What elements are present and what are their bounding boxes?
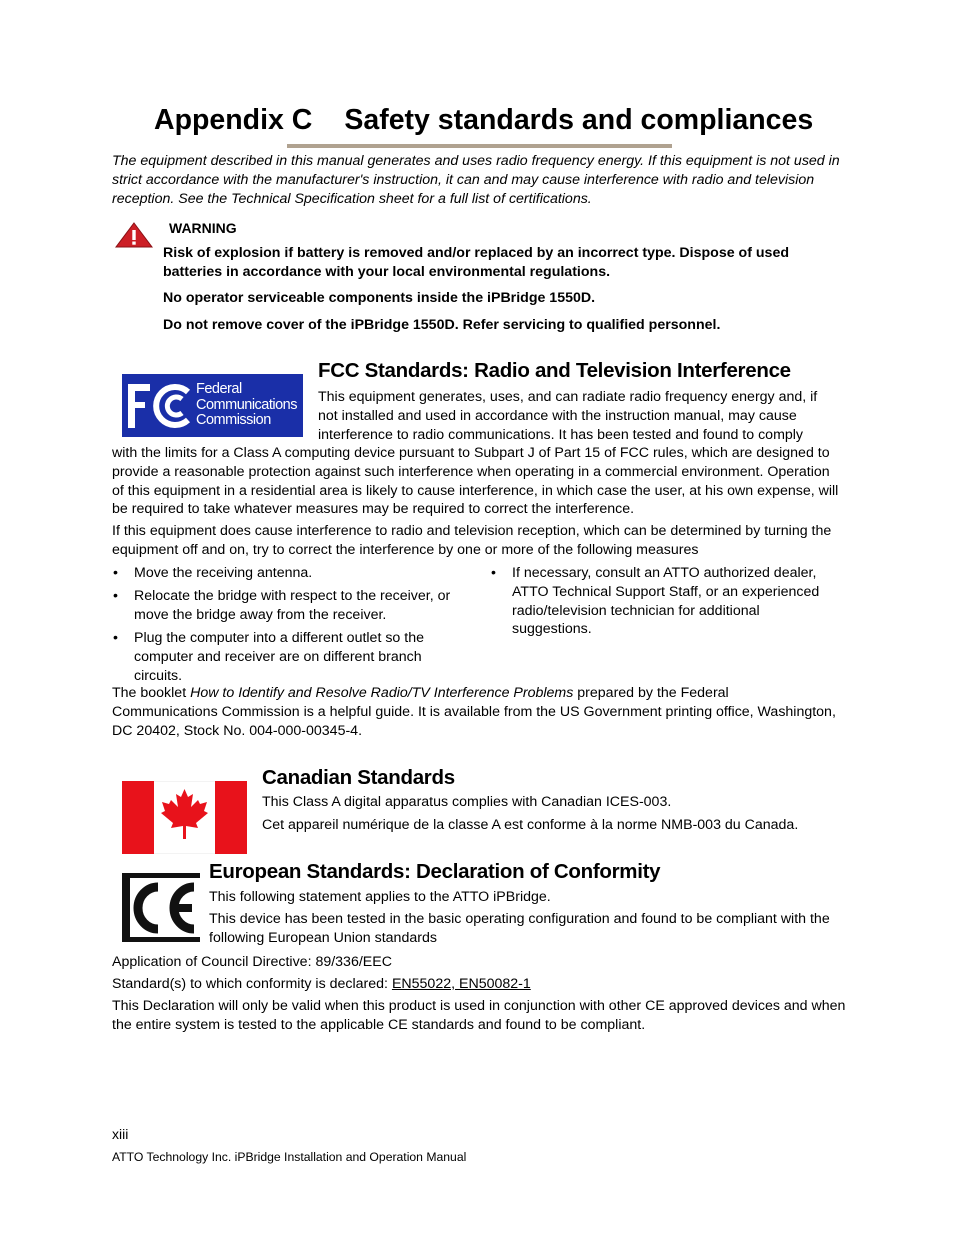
intro-paragraph: The equipment described in this manual generates and uses radio frequency energy. If this equipment is not used in strict accordance with the manufacturer's instruction, it can and may cause interference with radio and television reception. See the Technical Specification sheet for a full list of certifications. <box>112 153 840 207</box>
council-directive: Application of Council Directive: 89/336/EEC <box>112 954 392 970</box>
list-item: • Move the receiving antenna. <box>113 565 313 581</box>
warning-line-cover: Do not remove cover of the iPBridge 1550D. Refer servicing to qualified personnel. <box>163 317 721 333</box>
list-item: • Relocate the bridge with respect to the receiver, or move the bridge away from the receiver. <box>113 588 451 623</box>
list-item: • Plug the computer into a different outlet so the computer and receiver are on different branch circuits. <box>113 630 424 684</box>
appendix-label: Appendix C <box>154 104 313 136</box>
list-item: • If necessary, consult an ATTO authorized dealer, ATTO Technical Support Staff, or an experienced radio/television technician for additional suggestions. <box>491 565 820 638</box>
fcc-logo <box>122 374 303 437</box>
european-line-tested: This device has been tested in the basic operating configuration and found to be compliant with the following European Union standards <box>209 911 830 946</box>
standards-link[interactable]: EN55022, EN50082-1 <box>391 976 531 992</box>
footer-text: ATTO Technology Inc. iPBridge Installation and Operation Manual <box>112 1150 467 1164</box>
booklet-paragraph: The booklet How to Identify and Resolve Radio/TV Interference Problems prepared by the Federal Communications Commission is a helpful guide. It is available from the US Government printing office, Washington, DC 20402, Stock No. 004-000-00345-4. <box>112 685 836 739</box>
european-line-applies: This following statement applies to the ATTO iPBridge. <box>209 889 551 905</box>
european-heading: European Standards: Declaration of Conformity <box>209 860 661 883</box>
warning-line-components: No operator serviceable components inside the iPBridge 1550D. <box>163 290 596 306</box>
canadian-flag <box>122 781 247 854</box>
declaration-paragraph: This Declaration will only be valid when this product is used in conjunction with other CE approved devices and when the entire system is tested to the applicable CE standards and found to be compliant. <box>112 998 846 1033</box>
fcc-logo-text: Federal Communications Commission <box>196 381 297 428</box>
fcc-paragraph-rest: with the limits for a Class A computing device pursuant to Subpart J of Part 15 of FCC rules, which are designed to provide a reasonable protection against such interference when operating in a commercial environment. Operation of this equipment in a residential area is likely to cause interference, in which case the user, at his own expense, will be required to take whatever measures may be required to correct the interference. <box>112 445 839 518</box>
canadian-line-french: Cet appareil numérique de la classe A est conforme à la norme NMB-003 du Canada. <box>262 817 799 833</box>
canadian-line-english: This Class A digital apparatus complies with Canadian ICES-003. <box>262 794 672 810</box>
warning-triangle-icon <box>114 222 154 248</box>
fcc-paragraph-wrap: This equipment generates, uses, and can radiate radio frequency energy and, if not installed and used in accordance with the instruction manual, may cause interference to radio communications. It has been tested and found to comply <box>318 389 818 443</box>
warning-line-battery: Risk of explosion if battery is removed and/or replaced by an incorrect type. Dispose of used batteries in accordance with your local environmental regulations. <box>163 245 789 280</box>
warning-label: WARNING <box>169 220 237 236</box>
appendix-title: Safety standards and compliances <box>344 104 814 136</box>
canadian-heading: Canadian Standards <box>262 766 455 789</box>
title-underline <box>287 144 672 148</box>
fcc-heading: FCC Standards: Radio and Television Interference <box>318 359 791 382</box>
page-title <box>154 104 813 137</box>
fcc-measures-paragraph: If this equipment does cause interference to radio and television reception, which can be determined by turning the equipment off and on, try to correct the interference by one or more of the following measures <box>112 523 832 558</box>
conformity-standards: Standard(s) to which conformity is declared: EN55022, EN50082-1 <box>112 976 531 992</box>
ce-mark-logo <box>122 873 200 942</box>
booklet-title: How to Identify and Resolve Radio/TV Interference Problems <box>190 685 574 701</box>
page-number: xiii <box>112 1126 129 1142</box>
